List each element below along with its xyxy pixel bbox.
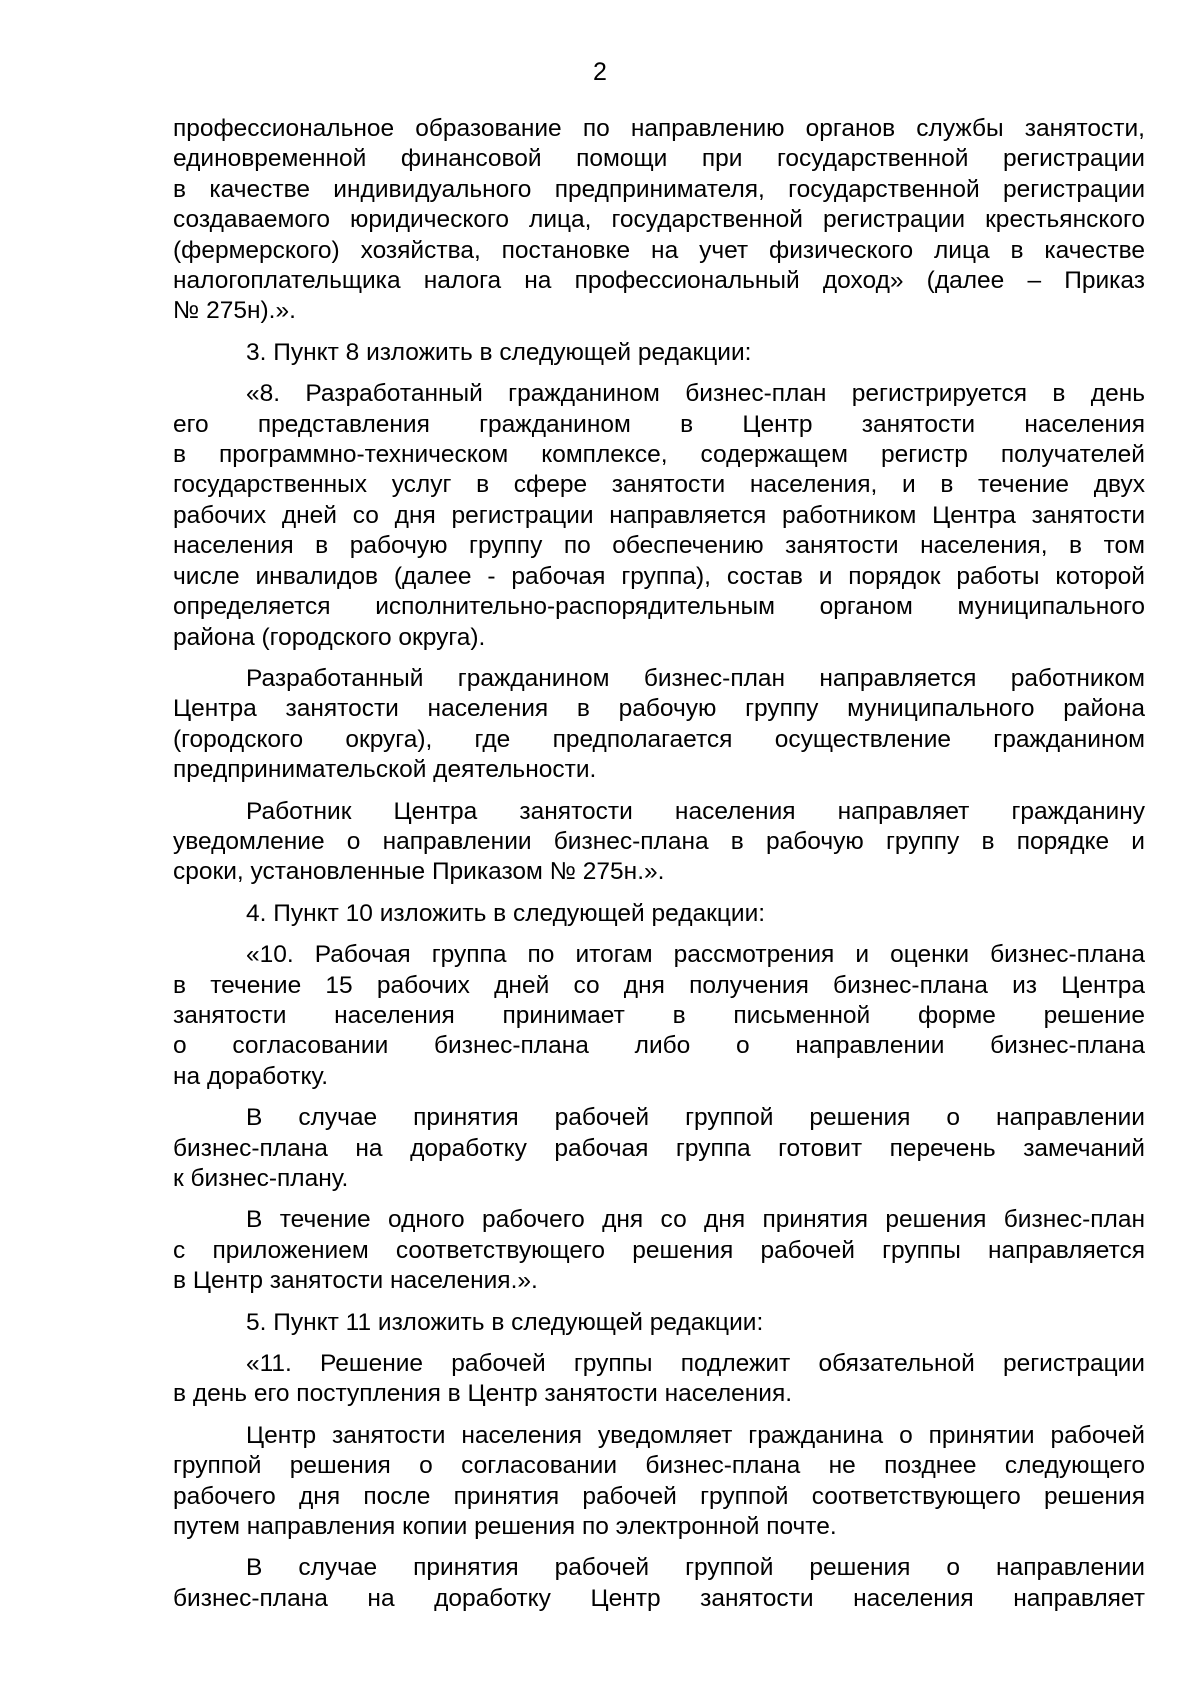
text-line: на доработку. (173, 1062, 329, 1090)
text-line: числе инвалидов (далее - рабочая группа), состав и порядок работы которой (173, 562, 1145, 590)
text-line: о согласовании бизнес-плана либо о направлении бизнес-плана (173, 1032, 1145, 1060)
paragraph (173, 1103, 1145, 1194)
paragraph (173, 940, 1145, 1092)
paragraph (173, 1553, 1145, 1614)
text-line: государственных услуг в сфере занятости населения, и в течение двух (173, 471, 1145, 499)
text-line: населения в рабочую группу по обеспечению занятости населения, в том (173, 532, 1145, 560)
text-line: рабочих дней со дня регистрации направляется работником Центра занятости (173, 501, 1145, 529)
text-line: (городского округа), где предполагается осуществление гражданином (173, 725, 1145, 753)
paragraph (173, 664, 1145, 786)
text-line: в программно-техническом комплексе, содержащем регистр получателей (173, 441, 1145, 469)
text-line: создаваемого юридического лица, государственной регистрации крестьянского (173, 206, 1145, 234)
paragraph (173, 1308, 1145, 1338)
paragraph (173, 899, 1145, 929)
document-body (173, 114, 1145, 1625)
text-line: (фермерского) хозяйства, постановке на учет физического лица в качестве (173, 236, 1145, 264)
paragraph (173, 1349, 1145, 1410)
text-line: определяется исполнительно-распорядительным органом муниципального (173, 593, 1145, 621)
text-line: сроки, установленные Приказом № 275н.». (173, 858, 665, 886)
text-line: «8. Разработанный гражданином бизнес-план регистрируется в день (246, 380, 1145, 408)
text-line: в день его поступления в Центр занятости населения. (173, 1380, 793, 1408)
text-line: к бизнес-плану. (173, 1165, 349, 1192)
paragraph (173, 114, 1145, 327)
text-line: в Центр занятости населения.». (173, 1267, 538, 1295)
text-line: путем направления копии решения по электронной почте. (173, 1513, 837, 1541)
text-line: бизнес-плана на доработку рабочая группа готовит перечень замечаний (173, 1134, 1145, 1162)
text-line: В случае принятия рабочей группой решения о направлении (246, 1104, 1145, 1132)
text-line: в течение 15 рабочих дней со дня получения бизнес-плана из Центра (173, 971, 1145, 999)
paragraph (173, 338, 1145, 368)
paragraph (173, 379, 1145, 653)
paragraph (173, 1205, 1145, 1296)
text-line: 4. Пункт 10 изложить в следующей редакции: (246, 899, 766, 927)
text-line: В случае принятия рабочей группой решения о направлении (246, 1554, 1145, 1582)
page-number: 2 (593, 58, 607, 86)
text-line: предпринимательской деятельности. (173, 756, 597, 784)
text-line: налогоплательщика налога на профессиональный доход» (далее – Приказ (173, 267, 1145, 295)
paragraph (173, 1421, 1145, 1543)
text-line: в качестве индивидуального предпринимателя, государственной регистрации (173, 175, 1145, 203)
text-line: Разработанный гражданином бизнес-план направляется работником (246, 664, 1145, 692)
text-line: 3. Пункт 8 изложить в следующей редакции: (246, 338, 752, 366)
text-line: «11. Решение рабочей группы подлежит обязательной регистрации (246, 1350, 1145, 1378)
text-line: группой решения о согласовании бизнес-плана не позднее следующего (173, 1452, 1145, 1480)
text-line: рабочего дня после принятия рабочей группой соответствующего решения (173, 1482, 1145, 1510)
text-line: Центра занятости населения в рабочую группу муниципального района (173, 695, 1145, 723)
text-line: занятости населения принимает в письменной форме решение (173, 1001, 1145, 1029)
text-line: уведомление о направлении бизнес-плана в рабочую группу в порядке и (173, 827, 1145, 855)
text-line: бизнес-плана на доработку Центр занятости населения направляет (173, 1584, 1145, 1612)
text-line: № 275н).». (173, 297, 296, 325)
text-line: с приложением соответствующего решения рабочей группы направляется (173, 1236, 1145, 1264)
paragraph (173, 797, 1145, 888)
text-line: «10. Рабочая группа по итогам рассмотрения и оценки бизнес-плана (246, 941, 1145, 969)
text-line: Работник Центра занятости населения направляет гражданину (246, 797, 1145, 825)
text-line: В течение одного рабочего дня со дня принятия решения бизнес-план (246, 1206, 1145, 1234)
text-line: его представления гражданином в Центр занятости населения (173, 410, 1145, 438)
text-line: Центр занятости населения уведомляет гражданина о принятии рабочей (246, 1421, 1145, 1449)
text-line: единовременной финансовой помощи при государственной регистрации (173, 145, 1145, 173)
text-line: профессиональное образование по направлению органов службы занятости, (173, 115, 1145, 142)
text-line: района (городского округа). (173, 623, 486, 651)
text-line: 5. Пункт 11 изложить в следующей редакции: (246, 1308, 764, 1336)
